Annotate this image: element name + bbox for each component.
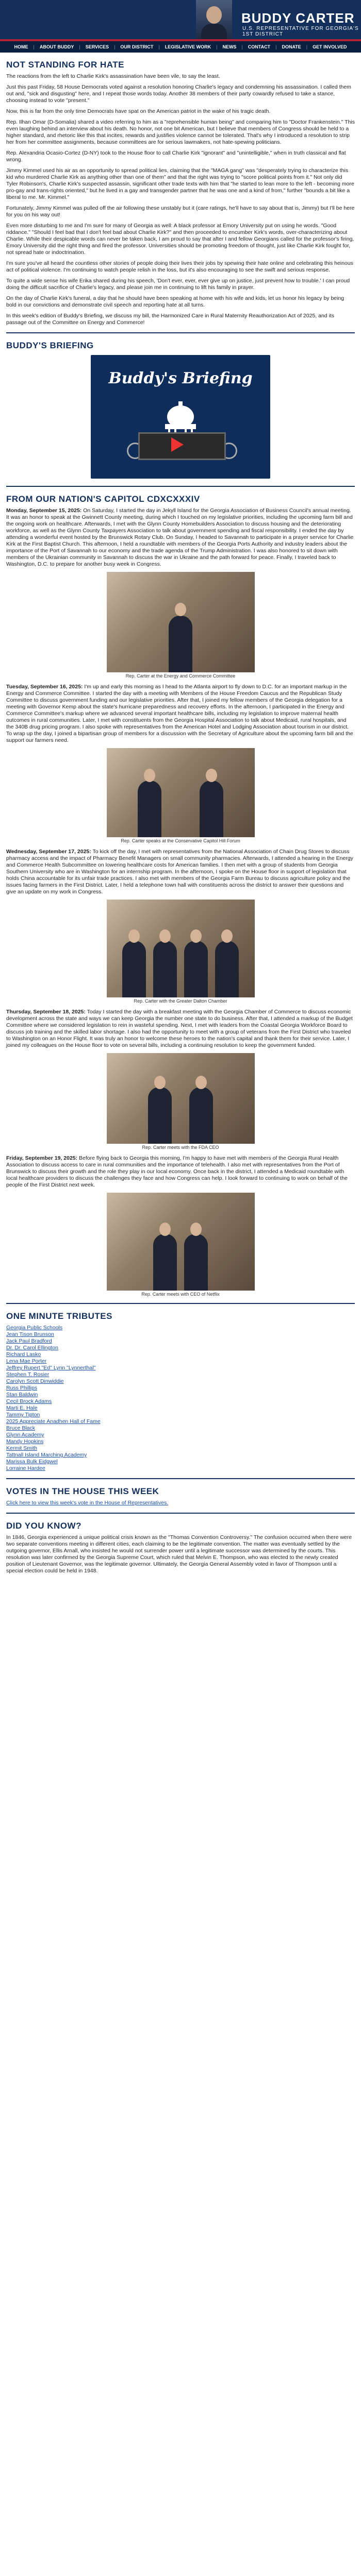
tribute-link[interactable]: Dr. Dr. Carol Ellington — [6, 1345, 58, 1351]
photo-dalton-chamber — [107, 900, 255, 997]
photo-fda-ceo — [107, 1053, 255, 1144]
divider — [6, 332, 355, 333]
flag-stripe — [0, 39, 361, 41]
list-item — [6, 1405, 355, 1412]
paragraph: On the day of Charlie Kirk's funeral, a day that he should have been speaking at home with his wife and kids, let us honor his legacy by being bold in our convictions and demonstrate civil speech and reporting hate at all turns. — [6, 295, 344, 308]
tribute-link[interactable]: Jeffrey Rupert "Ed" Lynn "Lynnerthal" — [6, 1365, 96, 1371]
paragraph: Rep. Ilhan Omar (D-Somalia) shared a video referring to him as a "reprehensible human being" and comparing him to "Doctor Frankenstein." This even laughing behind an interview about his death. No honor, not one bit American, but I believe that members of Congress should be held to a higher standard, and rhetoric like this that incites, rewards and justifies violence cannot be tolerated. That's why I introduced a resolution to strip her from her committee assignments, because committees are for serious lawmakers, not hate-spewing politicians. — [6, 119, 355, 145]
list-item — [6, 1351, 355, 1358]
list-item — [6, 1452, 355, 1459]
list-item — [6, 1345, 355, 1351]
tribute-link[interactable]: Jack Paul Bradford — [6, 1338, 52, 1344]
nav-item-news[interactable]: NEWS — [222, 44, 237, 49]
list-item — [6, 1378, 355, 1385]
list-item — [6, 1392, 355, 1398]
photo-caption: Rep. Carter with the Greater Dalton Chamber — [134, 998, 227, 1004]
photo-caption: Rep. Carter meets with CEO of Netflix — [141, 1292, 220, 1297]
tribute-link[interactable]: Russ Phillips — [6, 1385, 38, 1391]
tribute-link[interactable]: Marti E. Hale — [6, 1405, 38, 1411]
congressman-portrait — [196, 0, 232, 41]
photo-caption: Rep. Carter meets with the FDA CEO — [142, 1145, 219, 1150]
congressman-subtitle: U.S. REPRESENTATIVE FOR GEORGIA'S 1ST DISTRICT — [242, 26, 359, 37]
nav-item-donate[interactable]: DONATE — [282, 44, 301, 49]
paragraph: Fortunately, Jimmy Kimmel was pulled off the air following these unstably but it (care ratings, he'll have to say about that is, Jimmy) but I'll be here for you on his way out! — [6, 205, 355, 218]
tribute-link[interactable]: Lorraine Hardee — [6, 1465, 45, 1471]
tribute-link[interactable]: Mandy Hopkins — [6, 1438, 44, 1445]
list-item — [6, 1432, 355, 1438]
nav-item-services[interactable]: SERVICES — [85, 44, 109, 49]
paragraph: Just this past Friday, 58 House Democrats voted against a resolution honoring Charlie's legacy and condemning his assassination. I called them out and, "sick and disgusting" here, and I repeat those words today. Another 38 members of their party cowardly refused to take a stance, choosing instead to vote "present." — [6, 84, 351, 104]
tribute-link[interactable]: Cecil Brock Adams — [6, 1398, 52, 1404]
tribute-link[interactable]: Carolyn Scott Dinwiddie — [6, 1378, 64, 1384]
nav-item-legislative[interactable]: LEGISLATIVE WORK — [165, 44, 211, 49]
list-item — [6, 1371, 355, 1378]
list-item — [6, 1331, 355, 1338]
tribute-link[interactable]: Richard Lasko — [6, 1351, 41, 1358]
nav-item-about[interactable]: ABOUT BUDDY — [39, 44, 74, 49]
paragraph: Now, this is far from the only time Democrats have spat on the American patriot in the wake of his tragic death. — [6, 108, 271, 114]
top-nav: HOME | ABOUT BUDDY | SERVICES | OUR DISTRICT | LEGISLATIVE WORK | NEWS | CONTACT | DONATE | GET INVOLVED — [0, 41, 361, 53]
divider — [6, 1478, 355, 1479]
paragraph: I'm sure you've all heard the countless other stories of people doing their lives their jobs by spewing their hate online and celebrating this heinous act of political violence. I'm continuing to watch people relish in the loss, but it's also encouraging to see the swift and serious response. — [6, 260, 353, 273]
photo-conservative-forum — [107, 748, 255, 837]
divider — [6, 486, 355, 487]
list-item — [6, 1445, 355, 1452]
tribute-link[interactable]: Lena Mae Porter — [6, 1358, 47, 1364]
tribute-link[interactable]: Bruce Black — [6, 1425, 36, 1431]
paragraph: To quite a wide sense his wife Erika shared during his speech, 'Don't ever, ever, ever give up on justice, just prevent how to trouble.' I can proud doing the difficult sacrifice of Charlie's legacy, and please join me in continuing to lift his family in prayer. — [6, 278, 350, 291]
list-item — [6, 1358, 355, 1365]
paragraph: Jimmy Kimmel used his air as an opportunity to spread political lies, claiming that the "MAGA gang" was "desperately trying to characterize this kid who murdered Charlie Kirk as anything other than one of them" and that the right was trying to "score political points from it." Not only did Tyler Robinson's, Charlie Kirk's suspected assassin, significant other trade texts with him that "he started to lean more to the left - becoming more pro-gay and trans-rights oriented," but he lived in a gay and transgender partner that he was one and a kind of from," further "bounds a bit like a liberal to me. Mr. Kimmel." — [6, 167, 354, 200]
nav-item-district[interactable]: OUR DISTRICT — [120, 44, 154, 49]
photo-netflix-ceo — [107, 1193, 255, 1291]
section-heading-capitol: FROM OUR NATION'S CAPITOL CDXCXXXIV — [6, 494, 200, 504]
list-item — [6, 1425, 355, 1432]
list-item — [6, 1365, 355, 1371]
list-item — [6, 1418, 355, 1425]
nav-item-home[interactable]: HOME — [14, 44, 28, 49]
section-heading-votes: VOTES IN THE HOUSE THIS WEEK — [6, 1486, 159, 1496]
section-heading-briefing: BUDDY'S BRIEFING — [6, 341, 94, 350]
tributes-list — [6, 1325, 355, 1472]
list-item — [6, 1412, 355, 1418]
entry-thursday: Thursday, September 18, 2025: Today I started the day with a breakfast meeting with the Georgia Chamber of Commerce to discuss economic development across the state and ways we can keep Georgia the number one state to do business. After that, I attended a markup of the Budget Committee where we considered legislation to rein in wasteful spending. Next, I met with leaders from the Coastal Georgia Workforce Board to discuss job training and the skilled labor shortage. I also had the opportunity to meet with a group of veterans from the First District who traveled to Washington on an Honor Flight. It was truly an honor to welcome these heroes to the nation's capital and thank them for their service. Later, I joined my colleagues on the House floor to vote on several bills, including a continuing resolution to keep the government funded. — [6, 1009, 353, 1048]
section-heading-tributes: ONE MINUTE TRIBUTES — [6, 1311, 112, 1321]
list-item — [6, 1459, 355, 1465]
main-content — [0, 60, 361, 1574]
header-banner — [0, 0, 361, 41]
tribute-link[interactable]: Jean Tison Brunson — [6, 1331, 54, 1337]
tribute-link[interactable]: Stan Baldwin — [6, 1392, 38, 1398]
briefing-intro: In this week's edition of Buddy's Briefing, we discuss my bill, the Harmonized Care in Rural Maternity Reauthorization Act of 2025, and its passage out of the Committee on Energy and Commerce! — [6, 313, 335, 326]
play-icon[interactable] — [171, 437, 184, 452]
tribute-link[interactable]: 2025 Appreciate Anadhen Hall of Fame — [6, 1418, 101, 1425]
list-item — [6, 1325, 355, 1331]
tribute-link[interactable]: Marissa Bulk Eidgwel — [6, 1459, 58, 1465]
nav-item-get-involved[interactable]: GET INVOLVED — [313, 44, 347, 49]
votes-link[interactable]: Click here to view this week's vote in the House of Representatives. — [6, 1500, 169, 1506]
tribute-link[interactable]: Glynn Academy — [6, 1432, 44, 1438]
congressman-name: BUDDY CARTER — [241, 10, 355, 26]
section-heading-hate: NOT STANDING FOR HATE — [6, 60, 124, 70]
votes-text — [6, 1500, 355, 1506]
photo-caption: Rep. Carter speaks at the Conservative Capitol Hill Forum — [121, 838, 240, 843]
did-you-know-text: In 1846, Georgia experienced a unique political crisis known as the "Thomas Convention Controversy." The confusion occurred when there were two separate conventions meeting in different cities, each claiming to be the legitimate convention. The matter was eventually settled by the outgoing governor, Ellis Arnall, who insisted he would not surrender power until a legitimate successor was determined by the courts. This resolution was later confirmed by the Georgia Supreme Court, which ruled that Melvin E. Thompson, who was elected to the newly created position of Lieutenant Governor, was the legitimate governor. Ultimately, the Georgia General Assembly voted in favor of Thompson until a special election could be held in 1948. — [6, 1534, 352, 1574]
list-item — [6, 1465, 355, 1472]
divider — [6, 1513, 355, 1514]
briefing-video-title: Buddy's Briefing — [108, 369, 253, 387]
tribute-link[interactable]: Georgia Public Schools — [6, 1325, 63, 1331]
list-item — [6, 1438, 355, 1445]
tribute-link[interactable]: Stephen T. Rosier — [6, 1371, 50, 1378]
photo-energy-commerce — [107, 572, 255, 672]
entry-monday: Monday, September 15, 2025: On Saturday, I started the day in Jekyll Island for the Georgia Association of Business Council's annual meeting. It was an honor to speak at the Gwinnett County meeting, during which I touched on my legislative priorities, including the upcoming farm bill and the ongoing work on healthcare. Afterwards, I met with the Glynn County Homebuilders Association to discuss housing and the deteriorating workforce, as well as the Glynn County Taxpayers Association to talk about government spending and fiscal responsibility. I ended the day by attending a wonderful event hosted by the Brunswick Rotary Club. On Sunday, I headed to Savannah to participate in a prayer service for Charlie Kirk at the First Baptist Church. This afternoon, I held a roundtable with members of the Georgia Ports Authority and industry leaders about the importance of the Port of Savannah to our economy and the trade agenda of the Trump Administration. I was also honored to sit down with members of the Ukrainian community in Savannah to discuss the war in Ukraine and the path forward for peace. Finally, I traveled back to Washington, D.C. to prepare for another busy week in Congress. — [6, 507, 354, 567]
paragraph: The reactions from the left to Charlie Kirk's assassination have been vile, to say the least. — [6, 73, 220, 79]
tribute-link[interactable]: Tattnall Island Marching Academy — [6, 1452, 87, 1458]
list-item — [6, 1338, 355, 1345]
list-item — [6, 1385, 355, 1392]
section-heading-did-you-know: DID YOU KNOW? — [6, 1521, 81, 1531]
nav-item-contact[interactable]: CONTACT — [248, 44, 271, 49]
entry-wednesday: Wednesday, September 17, 2025: To kick off the day, I met with representatives from the National Association of Chain Drug Stores to discuss pharmacy access and the impact of Pharmacy Benefit Managers on small community pharmacies. Afterwards, I attended a hearing in the Energy and Commerce Health Subcommittee on lowering healthcare costs for American families. I then met with a group of students from Georgia Southern University who are in Washington for an internship program. In the afternoon, I spoke on the House floor in support of legislation that holds China accountable for its unfair trade practices. I also met with members of the Georgia Farm Bureau to discuss agriculture policy and the issues facing farmers in the First District. Later, I held a telephone town hall with constituents across the district to answer their questions and give an update on my work in Congress. — [6, 849, 353, 895]
photo-caption: Rep. Carter at the Energy and Commerce Committee — [125, 673, 236, 679]
list-item — [6, 1398, 355, 1405]
entry-tuesday: Tuesday, September 16, 2025: I'm up and early this morning as I head to the Atlanta airport to fly down to D.C. for an important markup in the Energy and Commerce Committee. I started the day with a meeting with Members of the House Freedom Caucus and the Republican Study Committee to discuss government funding and our legislative priorities. After that, I joined my fellow members of the Georgia delegation for a meeting with Governor Kemp about the state's hurricane preparedness and recovery efforts. In the afternoon, I participated in the Energy and Commerce Committee's markup where we advanced several important healthcare bills, including my legislation to improve maternal health outcomes in rural communities. Later, I met with constituents from the Georgia Hospital Association to talk about Medicaid, rural hospitals, and the 340B drug pricing program. I also spoke with representatives from the American Hotel and Lodging Association about tourism in our district. To wrap up the day, I joined a bipartisan group of members for a discussion with the Secretary of Agriculture about the upcoming farm bill and the support our farmers need. — [6, 684, 353, 743]
entry-friday: Friday, September 19, 2025: Before flying back to Georgia this morning, I'm happy to have met with members of the Georgia Rural Health Association to discuss access to care in rural communities and the importance of telehealth. I also met with representatives from the Port of Brunswick to discuss their growth and the role they play in our local economy. Once back in the district, I attended a Medicaid roundtable with local healthcare providers to discuss the challenges they face and how Congress can help. I look forward to continuing to work on behalf of the people of the First District next week. — [6, 1155, 348, 1188]
briefing-video-thumbnail[interactable] — [91, 355, 270, 479]
tribute-link[interactable]: Kermit Smith — [6, 1445, 38, 1451]
divider — [6, 1303, 355, 1304]
paragraph: Rep. Alexandria Ocasio-Cortez (D-NY) took to the House floor to call Charlie Kirk "ignorant" and "unintelligible," when in truth classical and flat wrong. — [6, 150, 346, 163]
paragraph: Even more disturbing to me and I'm sure for many of Georgia as well: A black professor at Emory University put on using he words. "Good riddance." "Should I feel bad that I don't feel bad about Charlie Kirk?" and then proceeded to encumber Kirk's words, over-characterizing about Charlie. While their despicable words can never be taken back, I am proud to say that after I and fellow Georgians called for the professor's firing, Emory University did the right thing and fired the professor. Universities should be promoting freedom of thought, just like Charlie Kirk fought for, not spread hate or indoctrination. — [6, 223, 354, 256]
tribute-link[interactable]: Tammy Tipton — [6, 1412, 40, 1418]
